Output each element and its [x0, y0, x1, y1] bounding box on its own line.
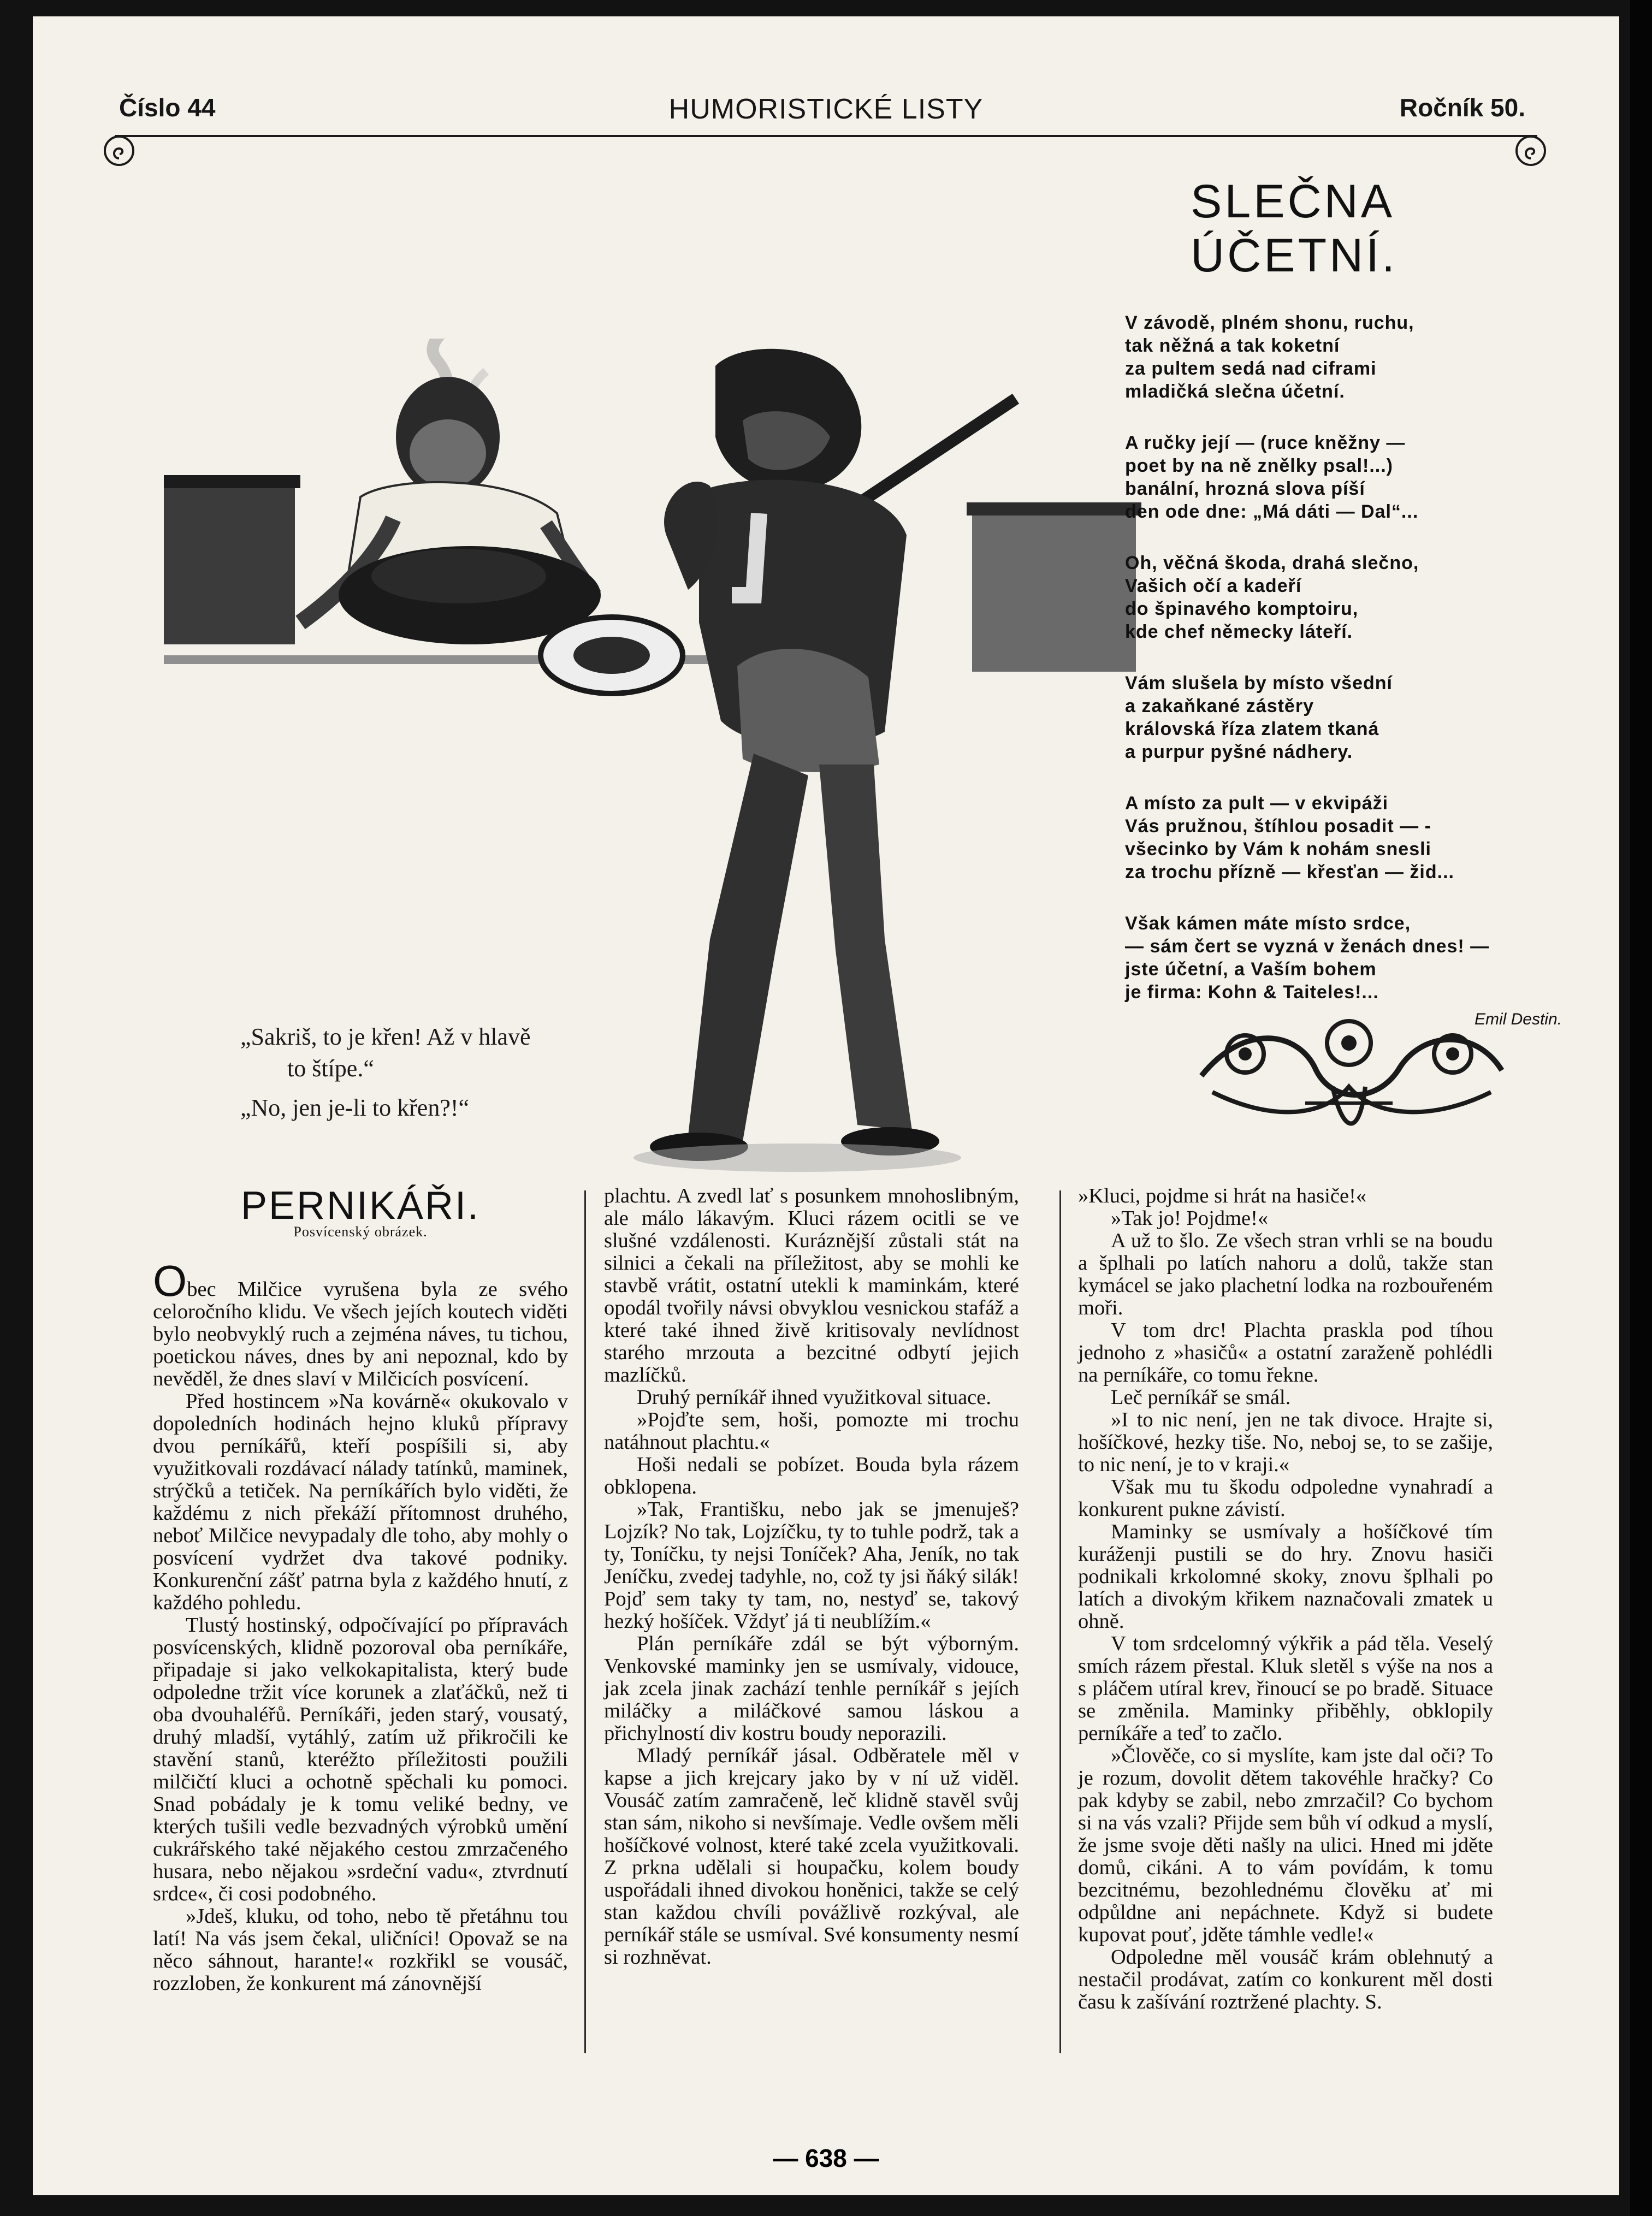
tramp-leg-left — [688, 754, 808, 1141]
second-pot — [972, 508, 1136, 672]
poem-line: mladičká slečna účetní. — [1125, 381, 1345, 402]
poem-line: — sám čert se vyzná v ženách dnes! — — [1125, 936, 1490, 957]
poem-line: Vám slušela by místo všední — [1125, 673, 1393, 694]
illustration-caption — [240, 1021, 531, 1124]
poem-line: Vašich očí a kadeří — [1125, 576, 1302, 596]
poem-line: do špinavého komptoiru, — [1125, 599, 1359, 619]
pot — [164, 481, 295, 644]
paragraph — [153, 1257, 568, 1390]
poem-line: je firma: Kohn & Taiteles!... — [1125, 982, 1379, 1003]
paragraph: »I to nic není, jen ne tak divoce. Hrajte si, hošíčkové, hezky tiše. No, neboj se, to se zašije, to nic není, je to v kraji.« — [1078, 1408, 1493, 1476]
poem — [1125, 175, 1584, 1029]
ground-shadow — [633, 1143, 961, 1172]
poem-stanza — [1125, 552, 1584, 643]
paragraph: Tlustý hostinský, odpočívající po přípravách posvícenských, klidně pozoroval oba perníkáře, připadaje si jako velkokapitalista, který bude odpoledne tržit více korunek a zlaťáčků, než ti oba dvouhaléřů. Perníkáři, jeden starý, vousatý, druhý mladší, vytáhlý, zatím už přikročili ke stavění stanů, kteréžto příležitosti použili milčičtí kluci a ochotně spěchali ku pomoci. Snad pobádaly je k tomu veliké bedny, ve kterých tušili vedle bezvadných výrobků umění cukrářského také nějakého cestou zmrzačeného husara, nebo nějakou »srdeční vadu«, ztvrdnutí srdce«, či cosi podobného. — [153, 1614, 568, 1905]
header-rule — [115, 135, 1537, 137]
poem-line: den ode dne: „Má dáti — Dal“... — [1125, 501, 1419, 522]
paragraph: Plán perníkáře zdál se být výborným. Venkovské maminky jen se usmívaly, vidouce, jak zcela jinak zachází tenhle perníkář s jejích miláčky a miláčkové samou láskou a přichylností div kostru boudy neporazili. — [604, 1632, 1019, 1745]
issue-number: Číslo 44 — [119, 93, 216, 122]
poem-author: Emil Destin. — [1474, 1010, 1562, 1028]
paragraph: plachtu. A zvedl lať s posunkem mnohoslibným, ale málo lákavým. Kluci rázem ocitli se ve slušné vzdálenosti. Kuráznější zůstali stát na silnici a čekali na příležitost, aby se mohli ke stavbě vrátit, ostatní utekli k maminkám, které opodál tvořily návsi obvyklou vesnickou stafáž a které také ihned živě kritisovaly nevlídnost starého mrzouta a bezcitné odbytí jejich mazlíčků. — [604, 1184, 1019, 1387]
poem-line: za trochu přízně — křesťan — žid... — [1125, 862, 1454, 882]
caption-line: „Sakriš, to je křen! Až v hlavě — [240, 1023, 531, 1050]
newspaper-page — [33, 16, 1619, 2195]
paragraph: Druhý perníkář ihned využitkoval situace. — [637, 1386, 991, 1409]
poem-stanza — [1125, 912, 1584, 1004]
paragraph: A už to šlo. Ze všech stran vrhli se na boudu a šplhali po latích nahoru a dolů, takže stan kymácel se jako plachetní lodka na rozbouřeném moři. — [1078, 1229, 1493, 1319]
poem-stanza — [1125, 672, 1584, 763]
story-column-3 — [1078, 1185, 1493, 2013]
drop-cap: O — [153, 1257, 187, 1305]
paragraph: Mladý perníkář jásal. Odběratele měl v kapse a jich krejcary jako by v ní už viděl. Vousáč zatím zamračeně, leč klidně stavěl svůj stan sám, nikoho si nevšímaje. Vedle ovšem měli hošíčkové volnost, které také zcela využitkovali. Z prkna udělali si houpačku, kolem boudy uspořádali ihned divokou honěnici, takže se celý stan každou chvíli povážlivě rozkýval, ale perníkář stále se usmíval. Své konsumenty nesmí si rozhněvat. — [604, 1744, 1019, 1969]
poem-line: banální, hrozná slova píší — [1125, 478, 1365, 499]
caption-line: to štípe.“ — [287, 1055, 374, 1082]
story-title: PERNIKÁŘI. — [240, 1184, 481, 1228]
poem-line: a purpur pyšné nádhery. — [1125, 742, 1353, 762]
paragraph: Odpoledne měl vousáč krám oblehnutý a nestačil prodávat, zatím co konkurent měl dosti času k zašívání roztržené plachty. S. — [1078, 1946, 1493, 2013]
floral-vignette-icon — [1180, 1010, 1518, 1136]
poem-line: Však kámen máte místo srdce, — [1125, 913, 1411, 934]
paragraph: Však mu tu škodu odpoledne vynahradí a konkurent pukne závistí. — [1078, 1476, 1493, 1521]
masthead-title: HUMORISTICKÉ LISTY — [668, 93, 984, 125]
story-column-2 — [604, 1185, 1019, 1969]
second-pot-rim — [967, 502, 1141, 516]
paragraph: V tom srdcelomný výkřik a pád těla. Veselý smích rázem přestal. Kluk sletěl s výše na nos a s pláčem utíral krev, řinoucí se po bradě. Situace se změnila. Maminky přiběhly, obklopily perníkáře a teď to začlo. — [1078, 1632, 1493, 1745]
poem-stanza — [1125, 431, 1584, 523]
page-number: — 638 — — [773, 2144, 879, 2172]
paragraph: Leč perníkář se smál. — [1111, 1386, 1291, 1409]
poem-line: tak něžná a tak koketní — [1125, 335, 1340, 356]
paragraph: Hoši nedali se pobízet. Bouda byla rázem obklopena. — [604, 1453, 1019, 1498]
poem-line: a zakaňkané zástěry — [1125, 696, 1314, 716]
paragraph-text: bec Milčice vyrušena byla ze svého celoročního klidu. Ve všech jejích koutech viděti bylo neobvyklý ruch a zejména náves, tu tichou, poetickou náves, dnes by ani nepoznal, kdo by nevěděl, že dnes slaví v Milčicích posvícení. — [153, 1278, 568, 1390]
tramp-leg-right — [819, 765, 912, 1130]
story-column-1 — [153, 1185, 568, 1995]
paragraph: V tom drc! Plachta praskla pod tíhou jednoho z »hasičů« a ostatní zaraženě pohlédli na perníkáře, co tomu řekne. — [1078, 1319, 1493, 1387]
paragraph: Maminky se usmívaly a hošíčkové tím kuráženji pustili se do hry. Znovu hasiči podnikali krkolomné skoky, znovu šplhali po latích a divokým křikem naznačovali zmatek u ohně. — [1078, 1520, 1493, 1633]
poem-line: za pultem sedá nad ciframi — [1125, 358, 1377, 379]
paragraph: »Tak jo! Pojdme!« — [1111, 1207, 1269, 1230]
pot-rim — [164, 475, 300, 488]
ornament-spiral-icon — [102, 133, 137, 168]
poem-line: poet by na ně znělky psal!...) — [1125, 455, 1393, 476]
poem-title: SLEČNA ÚČETNÍ. — [1191, 175, 1398, 282]
caption-line: „No, jen je-li to křen?!“ — [240, 1094, 470, 1121]
poem-line: Oh, věčná škoda, drahá slečno, — [1125, 553, 1419, 573]
volume-number: Ročník 50. — [1399, 93, 1525, 122]
paragraph: »Člověče, co si myslíte, kam jste dal oči? To je rozum, dovolit dětem takovéhle hračky? Co pak kdyby se zabil, nebo zmrzačil? Co bychom si na vás vzali? Přijde sem bůh ví odkud a myslí, že jsme svoje děti našly na ulici. Hned mi jděte domů, cikáni. A to vám povídám, k tomu bezcitnému, bezohlednému člověku ať mi odpůldne ani nepáchnete. Když si budete kupovat pouť, jděte támhle vedle!« — [1078, 1744, 1493, 1946]
poem-line: A ručky její — (ruce kněžny — — [1125, 432, 1406, 453]
poem-line: V závodě, plném shonu, ruchu, — [1125, 312, 1414, 333]
paragraph: »Tak, Františku, nebo jak se jmenuješ? Lojzík? No tak, Lojzíčku, ty to tuhle podrž, tak a ty, Toníčku, ty nejsi Toníček? Aha, Jeník, no tak Jeníčku, zvedej tadyhle, no, což ty jsi ňáký silák! Pojď sem taky ty tam, no, nestyď se, takový hezký hošíček. Vždyť já ti neublížím.« — [604, 1498, 1019, 1633]
poem-line: kde chef německy láteří. — [1125, 621, 1353, 642]
paragraph: »Jdeš, kluku, od toho, nebo tě přetáhnu tou latí! Na vás jsem čekal, uličníci! Opovaž se na něco sáhnout, harante!« rozkřikl se vousáč, rozzloben, že konkurent má zánovnější — [153, 1905, 568, 1995]
poem-line: jste účetní, a Vaším bohem — [1125, 959, 1377, 980]
scan-edge — [1630, 0, 1652, 2216]
poem-line: všecinko by Vám k nohám snesli — [1125, 839, 1432, 860]
paragraph: »Kluci, pojdme si hrát na hasiče!« — [1078, 1184, 1367, 1207]
poem-line: Vás pružnou, štíhlou posadit — - — [1125, 816, 1431, 837]
column-rule — [1059, 1190, 1061, 2053]
paragraph: »Pojďte sem, hoši, pomozte mi trochu natáhnout plachtu.« — [604, 1408, 1019, 1454]
sausage-heap — [371, 549, 546, 603]
story-subtitle: Posvícenský obrázek. — [293, 1224, 428, 1240]
poem-line: A místo za pult — v ekvipáži — [1125, 793, 1389, 814]
paragraph: Před hostincem »Na kovárně« okukovalo v dopoledních hodinách hejno kluků přípravy dvou perníkářů, kteří pospíšili si, aby využitkovali rozdávací nálady tatínků, maminek, strýčků a tetiček. Na perníkářích bylo viděti, že každému z nich překáží přítomnost druhého, neboť Milčice nevypadaly dle toho, aby mohly o posvícení vydržet dva takové podniky. Konkurenční zášť patrna byla z každého hnutí, z každého pohledu. — [153, 1390, 568, 1614]
column-rule — [584, 1190, 586, 2053]
poem-stanza — [1125, 792, 1584, 884]
ornament-spiral-icon — [1513, 133, 1548, 168]
tramp-figure — [541, 349, 1016, 1172]
poem-stanza — [1125, 311, 1584, 403]
poem-line: královská říza zlatem tkaná — [1125, 719, 1379, 739]
